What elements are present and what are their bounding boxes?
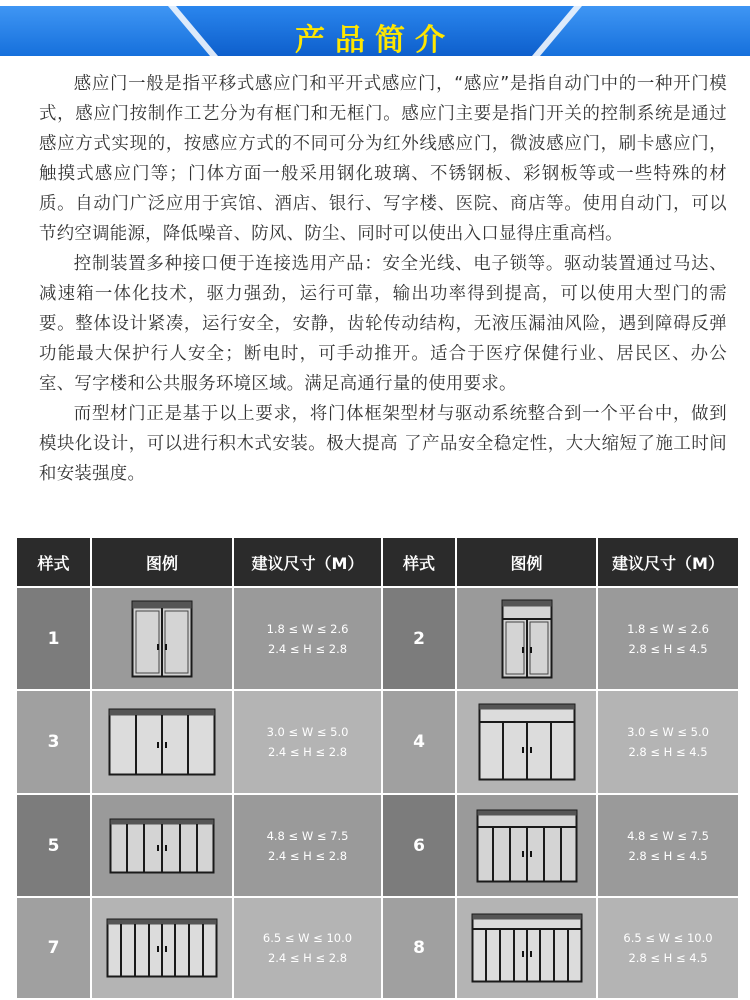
style-number: 4 (382, 690, 456, 794)
page-title: 产品简介 (295, 23, 455, 58)
door-style-4-icon (478, 703, 576, 781)
width-range: 4.8 ≤ W ≤ 7.5 (266, 828, 349, 843)
door-style-2-icon (501, 599, 553, 679)
door-style-5-icon (109, 818, 215, 874)
door-figure (91, 690, 233, 794)
door-style-8-icon (471, 913, 583, 983)
suggested-size (597, 690, 739, 794)
door-figure (456, 690, 597, 794)
height-range: 2.4 ≤ H ≤ 2.8 (267, 641, 348, 656)
height-range: 2.4 ≤ H ≤ 2.8 (267, 848, 348, 863)
width-range: 4.8 ≤ W ≤ 7.5 (627, 828, 709, 843)
suggested-size (597, 897, 739, 999)
column-header-size: 建议尺寸（M） (597, 537, 739, 587)
column-header-figure: 图例 (456, 537, 597, 587)
suggested-size (597, 794, 739, 897)
style-number: 5 (16, 794, 91, 897)
table-row (16, 587, 739, 690)
style-number: 8 (382, 897, 456, 999)
width-range: 1.8 ≤ W ≤ 2.6 (627, 621, 709, 636)
door-style-7-icon (106, 918, 218, 978)
table-row (16, 897, 739, 999)
height-range: 2.4 ≤ H ≤ 2.8 (267, 951, 348, 965)
door-style-3-icon (108, 708, 216, 776)
intro-paragraph: 感应门一般是指平移式感应门和平开式感应门，“感应”是指自动门中的一种开门模式，感应门按制作工艺分为有框门和无框门。感应门主要是指门开关的控制系统是通过感应方式实现的，按感应方式的不同可分为红外线感应门，微波感应门，刷卡感应门，触摸式感应门等；门体方面一般采用钢化玻璃、不锈钢板、彩钢板等或一些特殊的材质。自动门广泛应用于宾馆、酒店、银行、写字楼、医院、商店等。使用自动门，可以节约空调能源，降低噪音、防风、防尘、同时可以使出入口显得庄重高档。 (39, 74, 727, 244)
height-range: 2.8 ≤ H ≤ 4.5 (628, 951, 708, 965)
table-header-row (16, 537, 739, 587)
door-spec-table (15, 536, 740, 1000)
table-row (16, 690, 739, 794)
column-header-figure: 图例 (91, 537, 233, 587)
height-range: 2.8 ≤ H ≤ 4.5 (628, 641, 708, 656)
door-figure (456, 897, 597, 999)
door-style-1-icon (131, 600, 193, 678)
width-range: 3.0 ≤ W ≤ 5.0 (627, 725, 709, 739)
suggested-size (233, 587, 382, 690)
intro-text (39, 69, 727, 489)
suggested-size (233, 897, 382, 999)
table-row (16, 794, 739, 897)
door-figure (91, 794, 233, 897)
height-range: 2.4 ≤ H ≤ 2.8 (267, 745, 348, 759)
column-header-size: 建议尺寸（M） (233, 537, 382, 587)
suggested-size (233, 794, 382, 897)
style-number: 7 (16, 897, 91, 999)
door-figure (91, 587, 233, 690)
style-number: 1 (16, 587, 91, 690)
intro-paragraph: 而型材门正是基于以上要求，将门体框架型材与驱动系统整合到一个平台中，做到模块化设计，可以进行积木式安装。极大提高 了产品安全稳定性，大大缩短了施工时间和安装强度。 (39, 404, 727, 484)
height-range: 2.8 ≤ H ≤ 4.5 (628, 848, 708, 863)
suggested-size (597, 587, 739, 690)
door-figure (456, 587, 597, 690)
column-header-style: 样式 (16, 537, 91, 587)
door-figure (91, 897, 233, 999)
style-number: 2 (382, 587, 456, 690)
width-range: 6.5 ≤ W ≤ 10.0 (623, 931, 713, 945)
width-range: 3.0 ≤ W ≤ 5.0 (266, 725, 349, 739)
width-range: 6.5 ≤ W ≤ 10.0 (262, 931, 353, 945)
intro-paragraph: 控制装置多种接口便于连接选用产品：安全光线、电子锁等。驱动装置通过马达、减速箱一体化技术，驱力强劲，运行可靠，输出功率得到提高，可以使用大型门的需要。整体设计紧凑，运行安全，安静，齿轮传动结构，无液压漏油风险，遇到障碍反弹功能最大保护行人安全；断电时，可手动推开。适合于医疗保健行业、居民区、办公室、写字楼和公共服务环境区域。满足高通行量的使用要求。 (39, 254, 727, 394)
banner (0, 0, 750, 62)
door-style-6-icon (476, 809, 578, 883)
suggested-size (233, 690, 382, 794)
width-range: 1.8 ≤ W ≤ 2.6 (266, 621, 349, 636)
column-header-style: 样式 (382, 537, 456, 587)
style-number: 3 (16, 690, 91, 794)
door-figure (456, 794, 597, 897)
height-range: 2.8 ≤ H ≤ 4.5 (628, 745, 708, 759)
style-number: 6 (382, 794, 456, 897)
